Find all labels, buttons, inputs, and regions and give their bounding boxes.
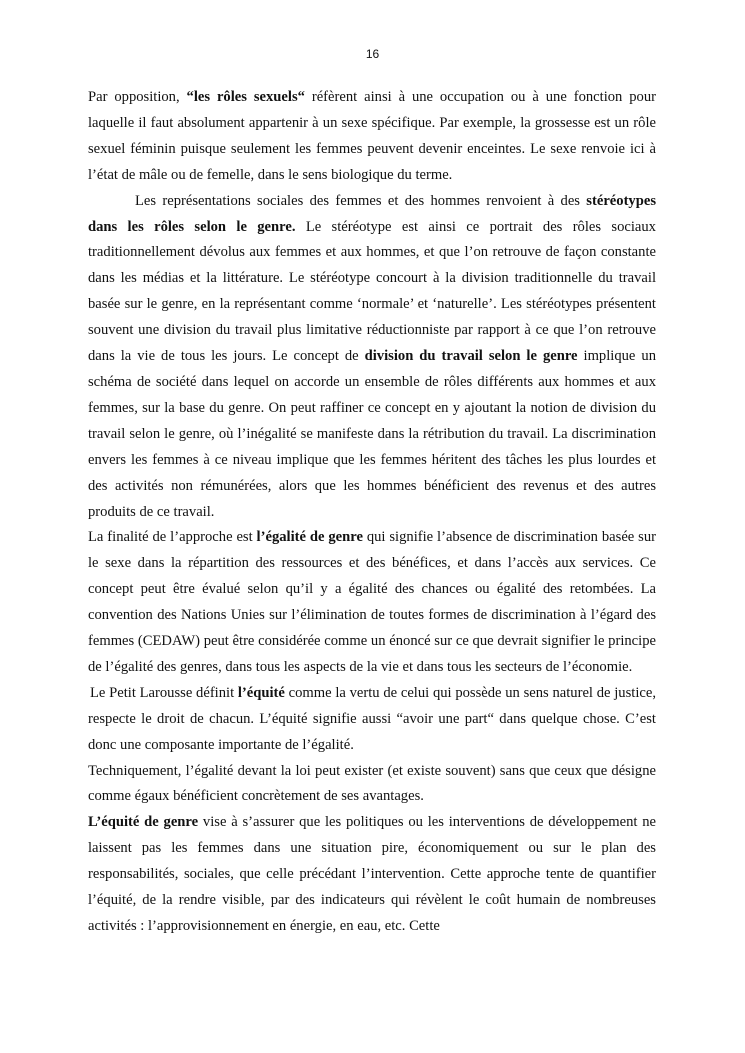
text-run: La finalité de l’approche est <box>88 529 257 546</box>
bold-term: “les rôles sexuels“ <box>186 89 305 105</box>
text-run: comme la vertu de celui qui possède un sens naturel de justice, respecte le droit de chacun. L’équité signifie aussi “avoir une part“ dans quelque chose. C’est donc une composante importante de l’égalité. <box>88 684 656 753</box>
text-run: Le Petit Larousse définit <box>90 684 238 701</box>
text-run: réfèrent ainsi à une occupation ou à une fonction pour laquelle il faut absolument appartenir à un sexe spécifique. Par exemple, la grossesse est un rôle sexuel féminin puisque seulement les femmes peuvent devenir enceintes. Le sexe renvoie ici à l’état de mâle ou de femelle, dans le sens biologique du terme. <box>88 89 657 183</box>
text-run: Le stéréotype est ainsi ce portrait des rôles sociaux traditionnellement dévolus aux femmes et aux hommes, et que l’on retrouve de façon constante dans les médias et la littérature. Le stéréotype concourt à la division traditionnelle du travail basée sur le genre, en la représentant comme ‘normale’ et ‘naturelle’. Les stéréotypes présentent souvent une division du travail plus limitative réductionniste par rapport à ce que l’on retrouve dans la vie de tous les jours. Le concept de <box>88 218 656 365</box>
text-run: Par opposition, <box>88 89 187 105</box>
text-run: qui signifie l’absence de discrimination basée sur le sexe dans la répartition des ressources et des bénéfices, et dans l’accès aux services. Ce concept peut être évalué selon qu’il y a égalité des chances ou égalité des retombées. La convention des Nations Unies sur l’élimination de toutes formes de discrimination à l’égard des femmes (CEDAW) peut être considérée comme un énoncé sur ce que devrait signifier le principe de l’égalité des genres, dans tous les aspects de la vie et dans tous les secteurs de l’économie. <box>88 529 657 675</box>
text-run: Les représentations sociales des femmes et des hommes renvoient à des <box>135 192 587 209</box>
text-run: Techniquement, l’égalité devant la loi peut exister (et existe souvent) sans que ceux que désigne comme égaux bénéficient concrètement de ses avantages. <box>88 762 656 805</box>
bold-term: l’égalité de genre <box>256 529 363 546</box>
paragraph <box>88 189 656 526</box>
bold-term: L’équité de genre <box>88 814 199 831</box>
document-body <box>88 85 656 940</box>
paragraph <box>88 759 656 811</box>
bold-term: l’équité <box>237 684 285 701</box>
bold-term: stéréotypes dans les rôles selon le genre. <box>88 192 656 235</box>
page-number: 16 <box>365 47 380 61</box>
text-run: vise à s’assurer que les politiques ou les interventions de développement ne laissent pas les femmes dans une situation pire, économiquement ou sur le plan des responsabilités, sociales, que celle précédant l’intervention. Cette approche tente de quantifier l’équité, de la rendre visible, par des indicateurs qui révèlent le coût humain de nombreuses activités : l’approvisionnement en énergie, en eau, etc. Cette <box>88 814 657 934</box>
paragraph <box>88 810 656 940</box>
bold-term: division du travail selon le genre <box>364 348 578 365</box>
paragraph <box>88 681 656 759</box>
paragraph <box>88 85 656 189</box>
paragraph <box>88 525 656 680</box>
text-run: implique un schéma de société dans lequel on accorde un ensemble de rôles différents aux hommes et aux femmes, sur la base du genre. On peut raffiner ce concept en y ajoutant la notion de division du travail selon le genre, où l’inégalité se manifeste dans la rétribution du travail. La discrimination envers les femmes à ce niveau implique que les femmes héritent des tâches les plus lourdes et des activités non rémunérées, alors que les hommes bénéficient des revenus et des autres produits de ce travail. <box>88 348 656 520</box>
